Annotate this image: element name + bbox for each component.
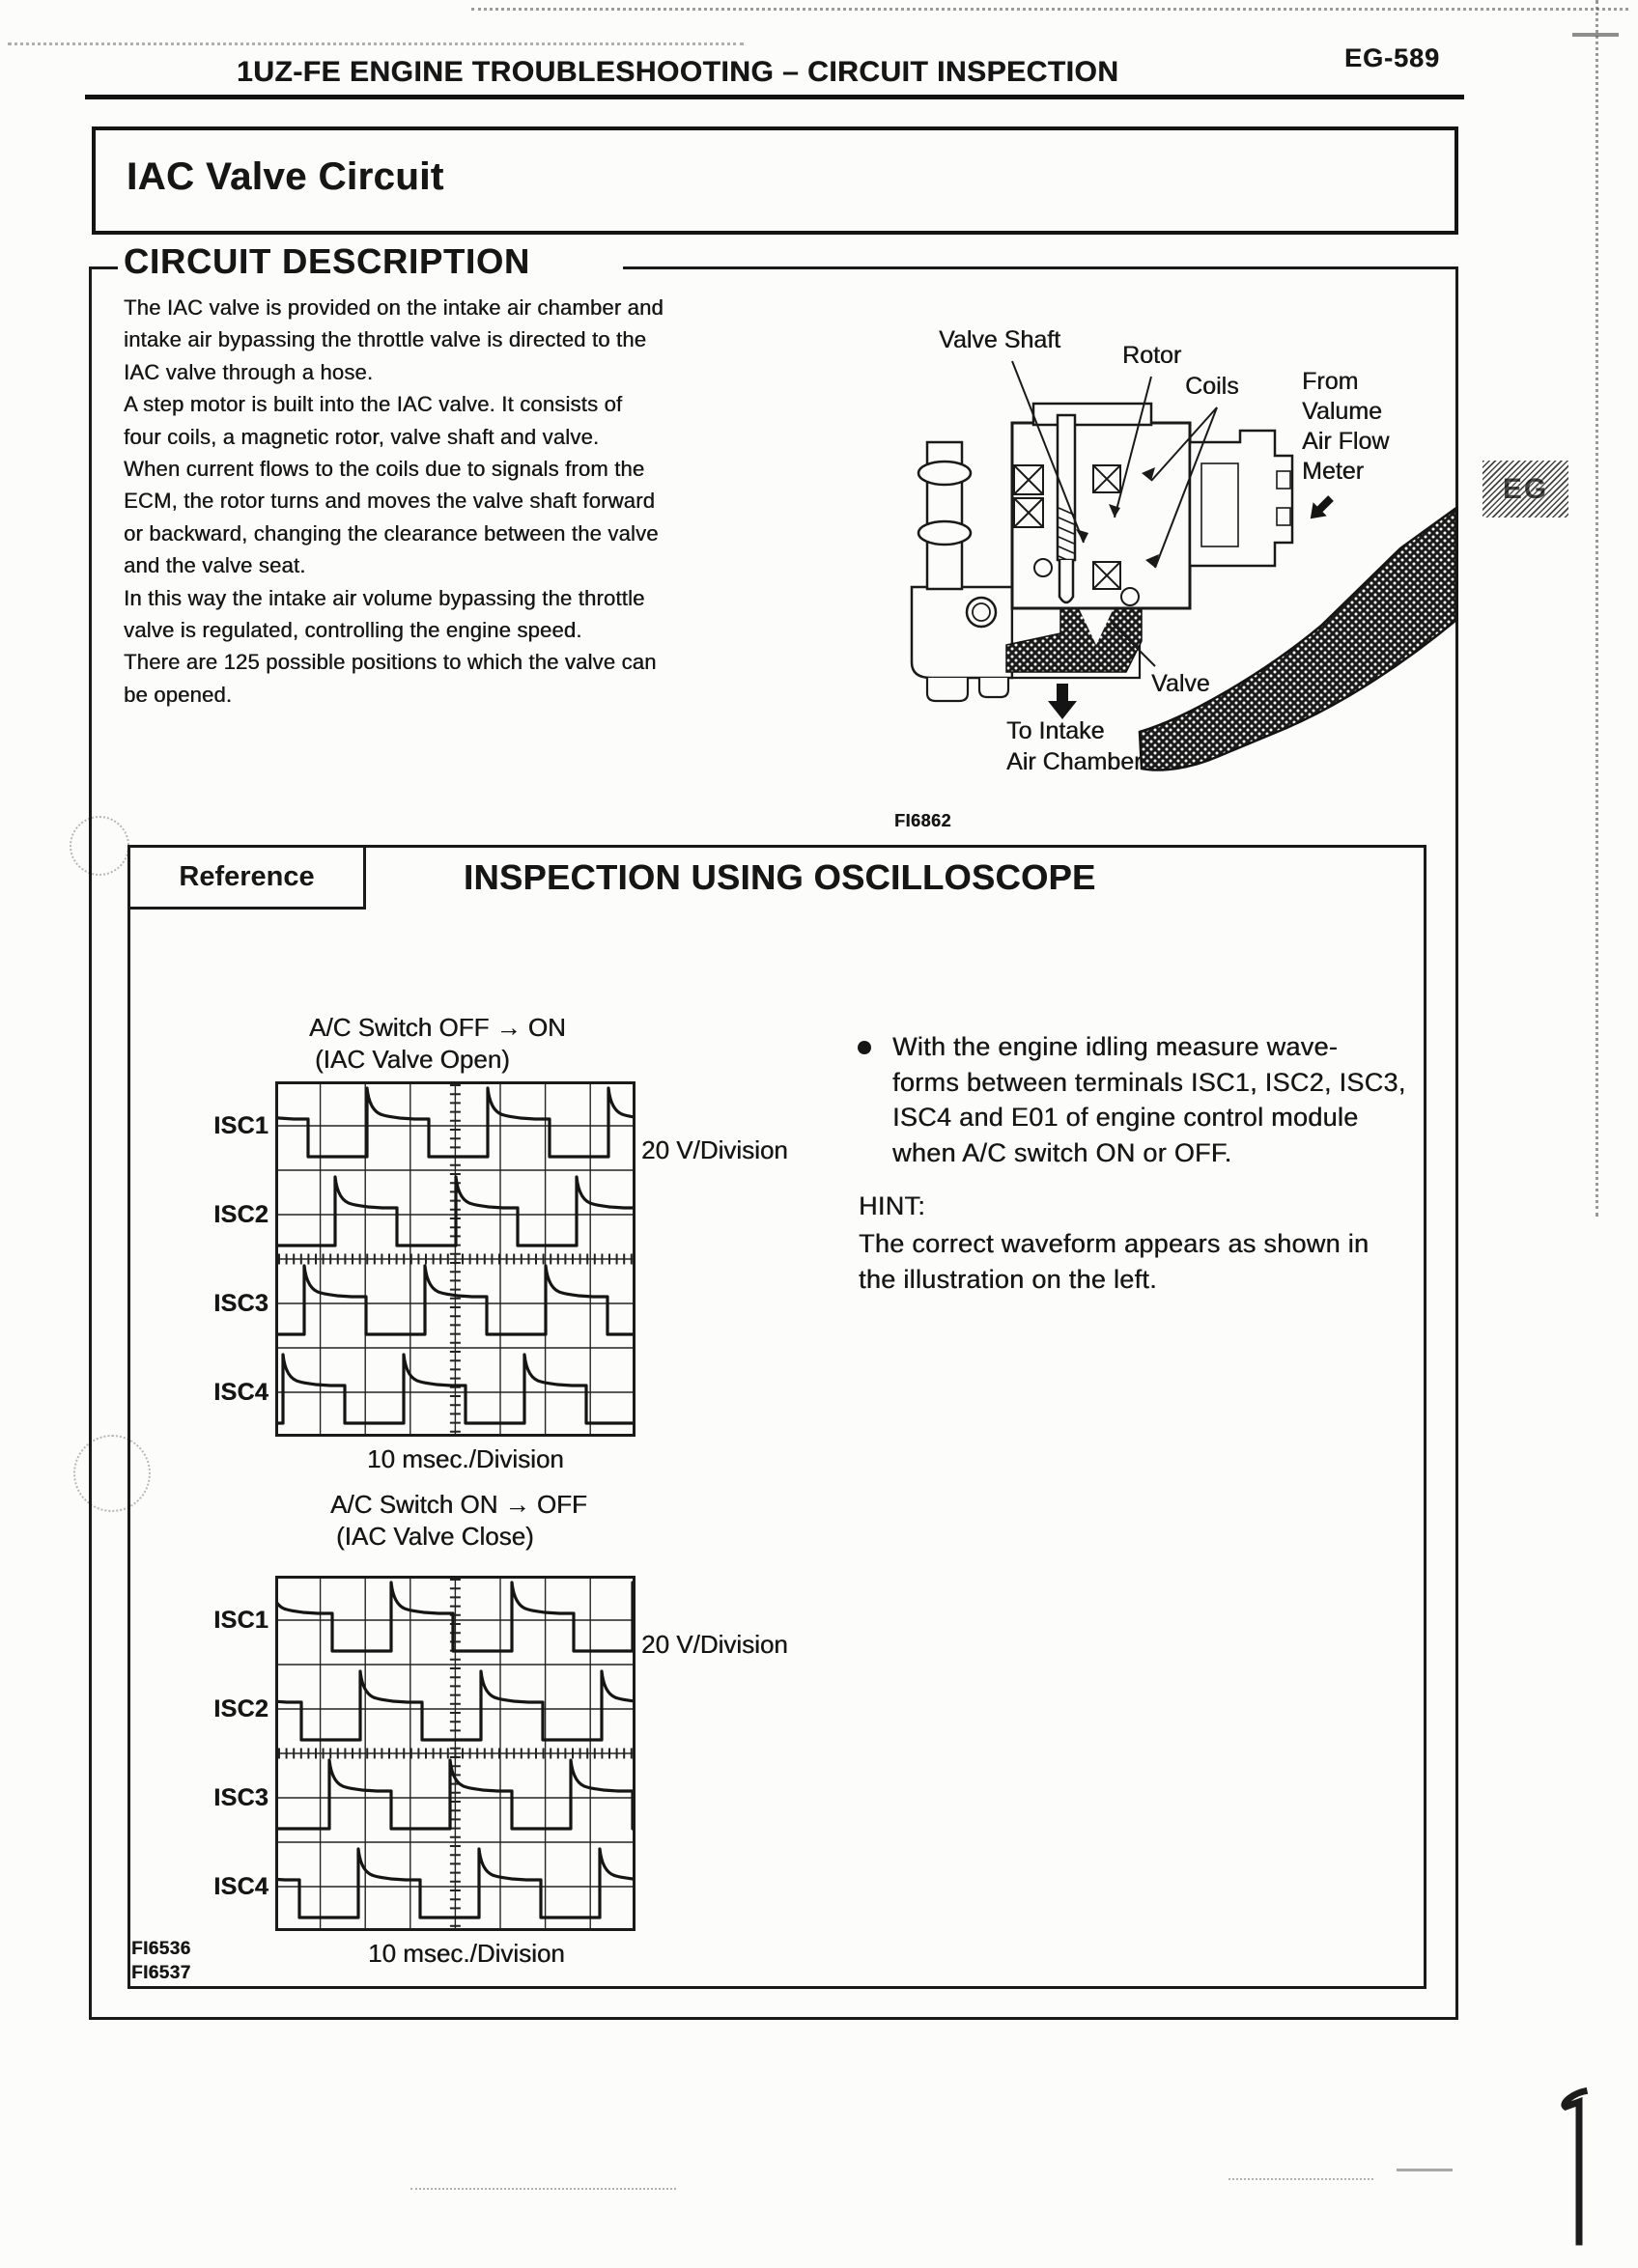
description-line: intake air bypassing the throttle valve is directed to the: [124, 327, 647, 352]
description-line: The IAC valve is provided on the intake air chamber and: [124, 295, 664, 320]
scope1-vscale: 20 V/Division: [641, 1135, 788, 1164]
channel-label: ISC2: [213, 1694, 268, 1722]
scope1-graticule: [275, 1081, 635, 1437]
scope2-vscale: 20 V/Division: [641, 1630, 788, 1659]
hose-bulge: [918, 462, 971, 485]
scan-specks: [410, 2188, 676, 2190]
bullet-line: forms between terminals ISC1, ISC2, ISC3,: [892, 1067, 1406, 1097]
description-line: In this way the intake air volume bypassing the throttle: [124, 585, 645, 610]
description-line: A step motor is built into the IAC valve. It consists of: [124, 392, 623, 417]
perforation-dots-top: [471, 8, 1628, 11]
label-line: From: [1302, 368, 1359, 395]
scope2-hscale: 10 msec./Division: [368, 1939, 565, 1968]
header-rule: [85, 95, 1464, 99]
label-from-airflow-meter: [1302, 367, 1389, 487]
label-to-intake-chamber: [1006, 715, 1142, 777]
hint-line: The correct waveform appears as shown in: [859, 1229, 1370, 1258]
description-line: or backward, changing the clearance between the valve: [124, 520, 659, 546]
housing-cap: [1033, 404, 1151, 425]
circuit-description-text: [124, 292, 664, 711]
description-line: IAC valve through a hose.: [124, 359, 374, 384]
description-line: There are 125 possible positions to which the valve can: [124, 650, 657, 675]
casting-bore: [967, 598, 996, 627]
description-line: When current flows to the coils due to signals from the: [124, 457, 645, 482]
channel-label: ISC2: [213, 1200, 268, 1228]
channel-label: ISC4: [213, 1872, 268, 1900]
label-valve: Valve: [1151, 670, 1210, 697]
title-box: [92, 126, 1458, 235]
figure-codes: [131, 1937, 191, 1985]
label-coils: Coils: [1185, 373, 1239, 400]
casting-foot: [979, 678, 1008, 697]
page-edge-dotted-line: [1596, 0, 1598, 1217]
scan-specks: [1228, 2178, 1373, 2180]
hint-label: HINT:: [859, 1191, 925, 1220]
channel-label: ISC1: [213, 1111, 268, 1139]
description-line: four coils, a magnetic rotor, valve shaft and valve.: [124, 424, 600, 449]
bullet-icon: [858, 1041, 871, 1054]
channel-label: ISC3: [213, 1289, 268, 1317]
hint-line: the illustration on the left.: [859, 1264, 1157, 1294]
scope2-channel-labels: [198, 1576, 268, 1931]
section-tab-eg: [1483, 461, 1568, 518]
description-line: be opened.: [124, 682, 233, 707]
channel-label: ISC3: [213, 1783, 268, 1811]
hint-text: [859, 1226, 1369, 1297]
scope1-condition: A/C Switch OFF → ON: [309, 1013, 566, 1042]
label-rotor: Rotor: [1122, 342, 1182, 369]
label-line: Valume: [1302, 398, 1382, 425]
section-tab-label: EG: [1502, 472, 1549, 505]
hose-bulge: [918, 521, 971, 545]
scope2-graticule: [275, 1576, 635, 1931]
page-number: EG-589: [1344, 43, 1441, 72]
airflow-arrow-icon: [1304, 491, 1338, 525]
label-valve-shaft: Valve Shaft: [939, 326, 1061, 353]
description-line: valve is regulated, controlling the engine speed.: [124, 618, 582, 643]
figure-code: FI6536: [131, 1939, 191, 1959]
page-title: IAC Valve Circuit: [127, 155, 444, 198]
label-line: Air Chamber: [1006, 748, 1143, 775]
pen-mark: [1553, 2082, 1596, 2251]
inspection-heading: INSPECTION USING OSCILLOSCOPE: [464, 857, 1096, 897]
scan-dash: [1397, 2169, 1453, 2171]
casting-foot: [927, 678, 968, 701]
reference-tab: [127, 845, 366, 910]
scope1-hscale: 10 msec./Division: [367, 1444, 564, 1473]
description-line: and the valve seat.: [124, 553, 306, 578]
perforation-dots-top-left: [8, 42, 744, 45]
bullet-line: ISC4 and E01 of engine control module: [892, 1103, 1359, 1132]
connector: [1190, 431, 1292, 566]
description-line: ECM, the rotor turns and moves the valve shaft forward: [124, 489, 656, 514]
label-line: Meter: [1302, 458, 1364, 485]
channel-label: ISC4: [213, 1378, 268, 1406]
valve-tip: [1059, 560, 1073, 602]
bullet-line: With the engine idling measure wave-: [892, 1032, 1339, 1061]
scope2-title: [330, 1489, 587, 1553]
scope1-title: [309, 1012, 566, 1076]
scope1-channel-labels: [198, 1081, 268, 1437]
figure-code: FI6537: [131, 1963, 191, 1983]
label-line: To Intake: [1006, 717, 1105, 744]
down-arrow-icon: [1048, 684, 1077, 719]
figure-code: FI6862: [894, 811, 952, 830]
scope1-valve-state: (IAC Valve Open): [315, 1045, 510, 1074]
scope2-valve-state: (IAC Valve Close): [336, 1522, 534, 1551]
page-header-title: 1UZ-FE ENGINE TROUBLESHOOTING – CIRCUIT INSPECTION: [237, 56, 1119, 88]
valve-base-casting: [912, 587, 1012, 678]
reference-tab-label: Reference: [179, 861, 315, 892]
channel-label: ISC1: [213, 1606, 268, 1634]
circuit-description-heading: CIRCUIT DESCRIPTION: [124, 241, 531, 281]
label-line: Air Flow: [1302, 428, 1390, 455]
bullet-text: [892, 1029, 1406, 1170]
scope2-condition: A/C Switch ON → OFF: [330, 1490, 587, 1519]
bullet-line: when A/C switch ON or OFF.: [892, 1137, 1232, 1167]
